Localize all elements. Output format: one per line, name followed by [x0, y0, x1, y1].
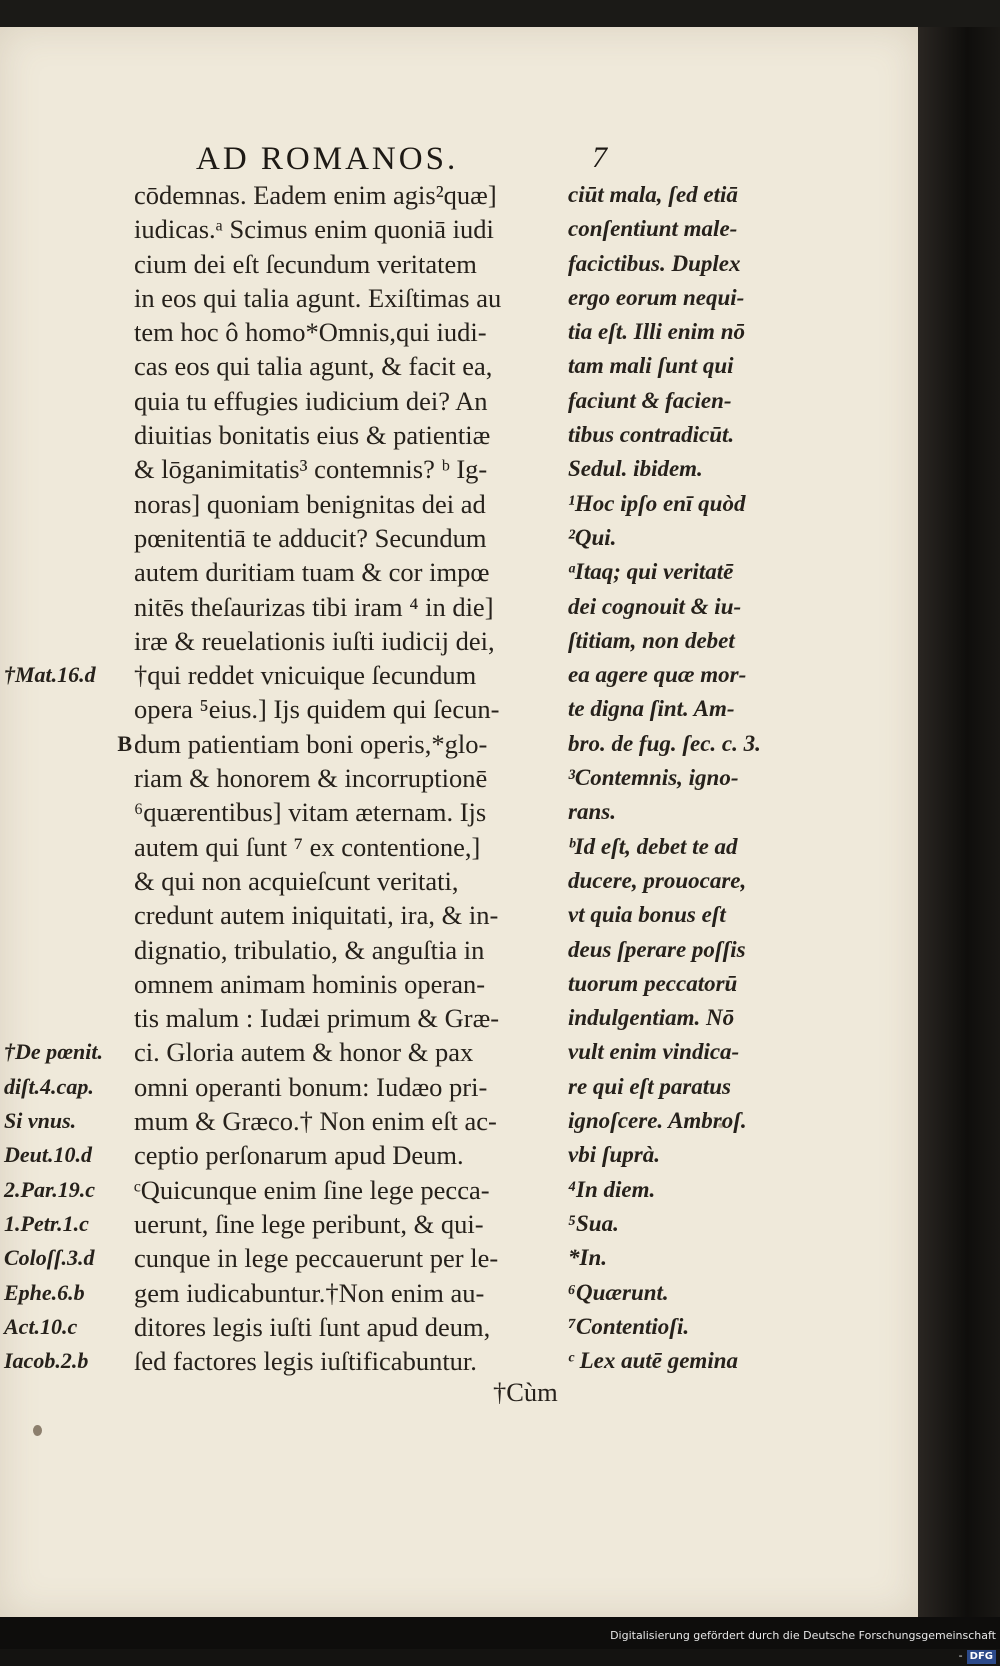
text-line: ci. Gloria autem & honor & pax	[134, 1037, 474, 1068]
text-line: ᶜQuicunque enim ſine lege pecca-	[134, 1174, 490, 1205]
margin-reference	[4, 452, 132, 486]
book-page	[0, 27, 918, 1617]
margin-reference: 2.Par.19.c	[4, 1176, 96, 1202]
margin-reference	[4, 315, 132, 349]
text-line: & lōganimitatis³ contemnis? ᵇ Ig-	[134, 454, 488, 485]
margin-reference: Ephe.6.b	[4, 1279, 85, 1305]
margin-reference	[4, 212, 132, 246]
margin-reference	[4, 281, 132, 315]
text-line: omni operanti bonum: Iudæo pri-	[134, 1071, 488, 1102]
gloss-line: ergo eorum nequi-	[568, 284, 745, 310]
gloss-line: te digna ſint. Am-	[568, 696, 735, 722]
text-line: cas eos qui talia agunt, & facit ea,	[134, 351, 493, 382]
gloss-line: tia eſt. Illi enim nō	[568, 319, 745, 345]
margin-reference: Act.10.c	[4, 1313, 78, 1339]
gloss-line: ſtitiam, non debet	[568, 627, 735, 653]
margin-reference	[4, 247, 132, 281]
margin-reference: Coloſſ.3.d	[4, 1245, 95, 1271]
digitization-footer	[606, 1626, 996, 1662]
text-line: opera ⁵eius.] Ijs quidem qui ſecun-	[134, 694, 500, 725]
gloss-line: facictibus. Duplex	[568, 250, 741, 276]
text-line: diuitias bonitatis eius & patientiæ	[134, 420, 491, 451]
gloss-line: bro. de fug. ſec. c. 3.	[568, 730, 761, 756]
gloss-line: ᵃItaq; qui veritatē	[568, 559, 734, 585]
ink-stain	[718, 1123, 724, 1128]
margin-reference	[4, 521, 132, 555]
gloss-line: indulgentiam. Nō	[568, 1005, 735, 1031]
gloss-line: ciūt mala, ſed etiā	[568, 182, 738, 207]
gloss-line: ¹Hoc ipſo enī quòd	[568, 490, 746, 516]
text-line: tis malum : Iudæi primum & Græ-	[134, 1003, 500, 1034]
gloss-line: ᶜ Lex autē gemina	[568, 1348, 739, 1374]
text-line: gem iudicabuntur.†Non enim au-	[134, 1277, 485, 1308]
gloss-line: *In.	[568, 1245, 607, 1271]
text-line: ⁶quærentibus] vitam æternam. Ijs	[134, 797, 487, 828]
margin-reference	[4, 590, 132, 624]
main-text	[134, 178, 576, 1378]
margin-reference	[4, 418, 132, 452]
margin-reference: 1.Petr.1.c	[4, 1210, 89, 1236]
margin-reference	[4, 487, 132, 521]
margin-reference	[4, 1001, 132, 1035]
gloss-line: deus ſperare poſſis	[568, 936, 746, 962]
margin-references	[4, 178, 132, 1378]
gloss-line: rans.	[568, 799, 616, 825]
gloss-line: Sedul. ibidem.	[568, 456, 703, 482]
text-line: iudicas.ᵃ Scimus enim quoniā iudi	[134, 214, 494, 245]
book-spine	[918, 27, 1000, 1617]
margin-reference	[4, 692, 132, 726]
margin-reference	[4, 178, 132, 212]
text-line: & qui non acquieſcunt veritati,	[134, 865, 459, 896]
margin-reference	[4, 761, 132, 795]
text-line: quia tu effugies iudicium dei? An	[134, 385, 488, 416]
footer-credit: Digitalisierung gefördert durch die Deutsche Forschungsgemeinschaft -	[610, 1629, 996, 1662]
gloss-line: dei cognouit & iu-	[568, 593, 742, 619]
gloss-line: ⁶Quærunt.	[568, 1279, 669, 1305]
ink-stain	[33, 1425, 42, 1436]
top-edge	[0, 0, 1000, 27]
text-line: uerunt, ſine lege peribunt, & qui-	[134, 1208, 484, 1239]
gloss-line: ⁴In diem.	[568, 1176, 656, 1202]
text-line: omnem animam hominis operan-	[134, 968, 486, 999]
margin-reference	[4, 864, 132, 898]
text-line: mum & Græco.† Non enim eſt ac-	[134, 1106, 497, 1137]
margin-reference	[4, 624, 132, 658]
margin-reference: Si vnus.	[4, 1108, 77, 1134]
gloss-line: vult enim vindica-	[568, 1039, 740, 1065]
text-line: riam & honorem & incorruptionē	[134, 763, 488, 794]
margin-reference: Deut.10.d	[4, 1142, 92, 1168]
margin-reference	[4, 898, 132, 932]
text-line: noras] quoniam benignitas dei ad	[134, 488, 486, 519]
margin-reference	[4, 795, 132, 829]
gloss-line: tam mali ſunt qui	[568, 353, 734, 379]
page-header	[196, 141, 636, 181]
gloss-column	[568, 178, 800, 1378]
folio-number: 7	[592, 141, 607, 174]
gloss-line: faciunt & facien-	[568, 387, 732, 413]
text-line: ceptio perſonarum apud Deum.	[134, 1140, 464, 1171]
gloss-line: ignoſcere. Ambroſ.	[568, 1108, 747, 1134]
gloss-line: tuorum peccatorū	[568, 970, 738, 996]
catchword: †Cùm	[493, 1377, 558, 1407]
gloss-line: ²Qui.	[568, 524, 617, 550]
text-line: nitēs theſaurizas tibi iram ⁴ in die]	[134, 591, 494, 622]
gloss-line: ⁵Sua.	[568, 1210, 619, 1236]
text-line: pœnitentiā te adducit? Secundum	[134, 522, 487, 553]
margin-reference: diſt.4.cap.	[4, 1073, 94, 1099]
text-line: ſed factores legis iuſtificabuntur.	[134, 1346, 477, 1377]
margin-reference: Iacob.2.b	[4, 1348, 89, 1374]
gloss-line: ⁷Contentioſi.	[568, 1313, 690, 1339]
text-line: cōdemnas. Eadem enim agis²quæ]	[134, 180, 497, 210]
gloss-line: vt quia bonus eſt	[568, 902, 726, 928]
text-line: iræ & reuelationis iuſti iudicij dei,	[134, 625, 495, 656]
gloss-line: ³Contemnis, igno-	[568, 765, 739, 791]
text-line: tem hoc ô homo*Omnis,qui iudi-	[134, 317, 487, 348]
margin-reference: B	[117, 730, 132, 756]
margin-reference	[4, 830, 132, 864]
gloss-line: conſentiunt male-	[568, 216, 738, 242]
gloss-line: re qui eſt paratus	[568, 1073, 731, 1099]
gloss-line: tibus contradicūt.	[568, 422, 735, 448]
margin-reference: †De pœnit.	[4, 1039, 103, 1065]
gloss-line: vbi ſuprà.	[568, 1142, 660, 1168]
margin-reference	[4, 967, 132, 1001]
text-line: ditores legis iuſti ſunt apud deum,	[134, 1311, 491, 1342]
dfg-logo: DFG	[967, 1650, 996, 1664]
text-line: dignatio, tribulatio, & anguſtia in	[134, 934, 485, 965]
gloss-line: ducere, prouocare,	[568, 867, 747, 893]
text-line: credunt autem iniquitati, ira, & in-	[134, 900, 499, 931]
text-line: autem qui ſunt ⁷ ex contentione,]	[134, 831, 481, 862]
margin-reference: †Mat.16.d	[4, 662, 96, 688]
gloss-line: ᵇId eſt, debet te ad	[568, 833, 738, 859]
text-line: †qui reddet vnicuique ſecundum	[134, 660, 477, 691]
text-line: cunque in lege peccauerunt per le-	[134, 1243, 499, 1274]
margin-reference	[4, 349, 132, 383]
text-line: in eos qui talia agunt. Exiſtimas au	[134, 282, 502, 313]
gloss-line: ea agere quæ mor-	[568, 662, 747, 688]
running-head: AD ROMANOS.	[196, 141, 459, 177]
margin-reference	[4, 555, 132, 589]
text-line: cium dei eſt ſecundum veritatem	[134, 248, 477, 279]
margin-reference	[4, 384, 132, 418]
margin-reference	[4, 933, 132, 967]
text-line: autem duritiam tuam & cor impœ	[134, 557, 490, 588]
text-line: dum patientiam boni operis,*glo-	[134, 728, 488, 759]
